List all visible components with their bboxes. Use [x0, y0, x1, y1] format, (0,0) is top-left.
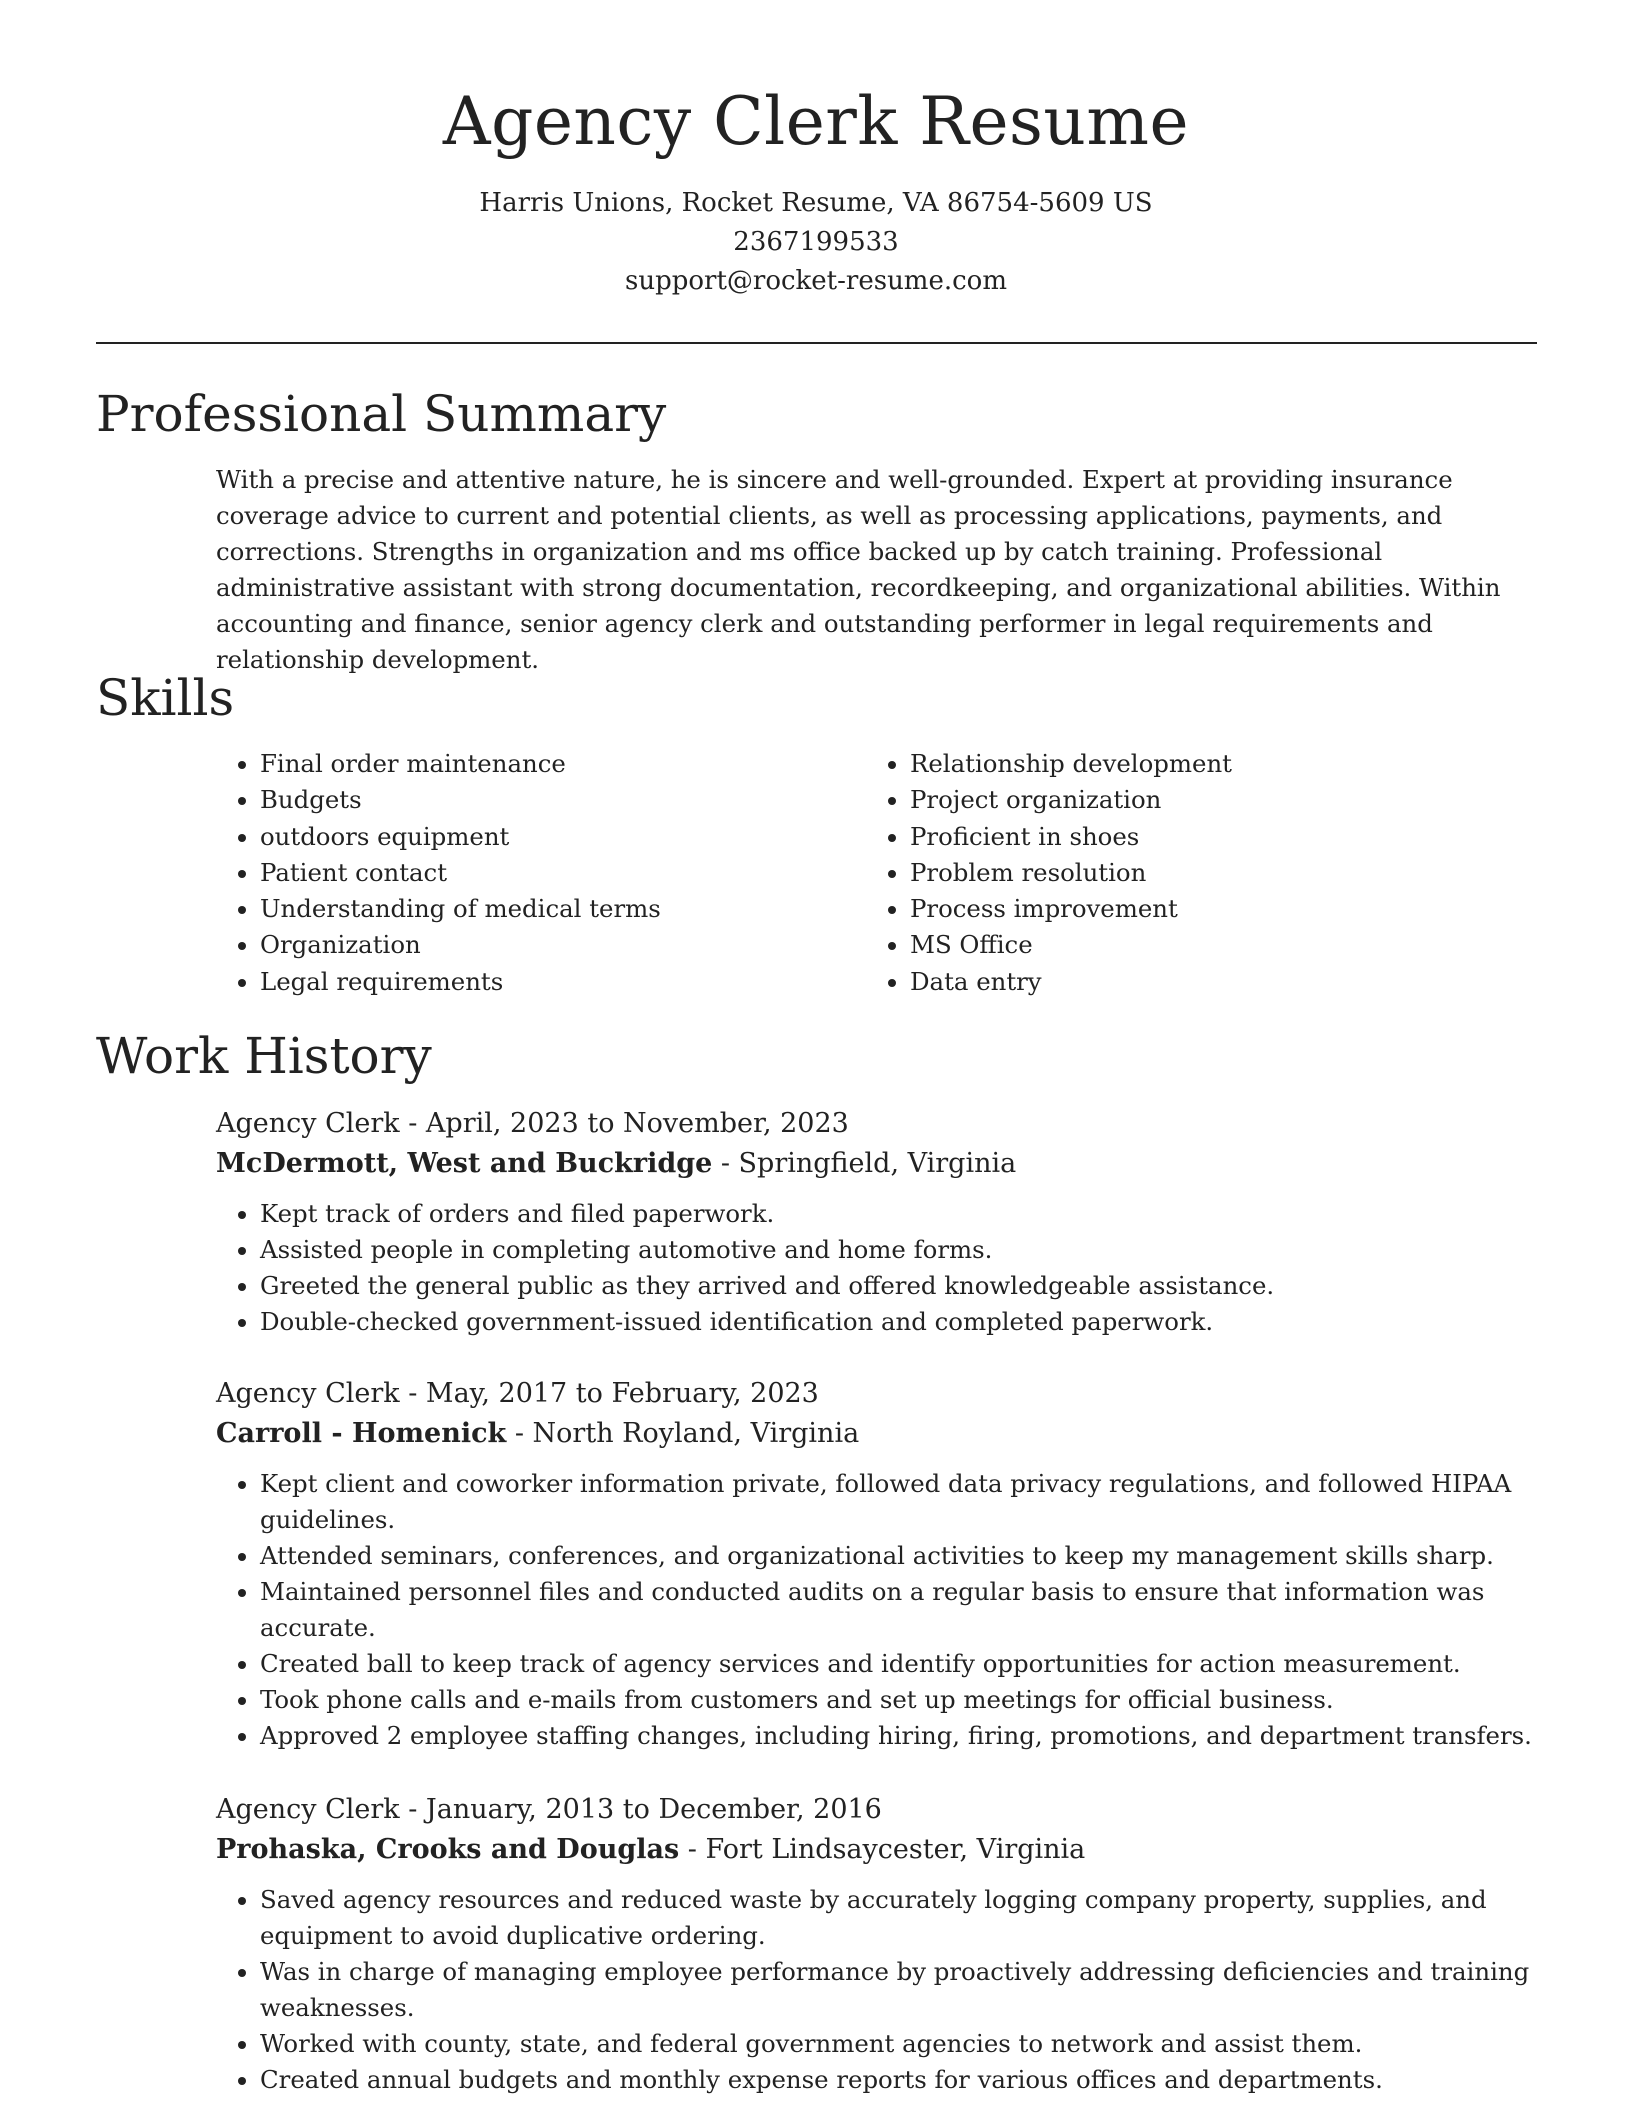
- duty-item: • Saved agency resources and reduced waste by accurately logging company property, supplies, and equipment to avoid duplicative ordering.: [260, 1882, 1541, 1954]
- job-employer: [216, 1144, 1541, 1184]
- job-duties: [216, 1196, 1541, 1340]
- skill-item: • Problem resolution: [910, 855, 1550, 891]
- duty-item: • Created ball to keep track of agency services and identify opportunities for action measurement.: [260, 1646, 1541, 1682]
- job-duties: [216, 1466, 1541, 1754]
- skill-item: • Relationship development: [910, 746, 1550, 782]
- skill-item: • Patient contact: [260, 855, 860, 891]
- job-employer: [216, 1830, 1541, 1870]
- job-duties: [216, 1882, 1541, 2098]
- job-entry: [216, 1374, 1541, 1754]
- job-employer: [216, 1414, 1541, 1454]
- resume-title: Agency Clerk Resume: [442, 83, 1190, 160]
- job-entry: [216, 1790, 1541, 2098]
- contact-email: support@rocket-resume.com: [624, 266, 1007, 296]
- duty-item: • Kept track of orders and filed paperwork.: [260, 1196, 1541, 1232]
- duty-item: • Greeted the general public as they arrived and offered knowledgeable assistance.: [260, 1268, 1541, 1304]
- duty-item: • Created annual budgets and monthly expense reports for various offices and departments.: [260, 2062, 1541, 2098]
- contact-address: Harris Unions, Rocket Resume, VA 86754-5609 US: [479, 188, 1153, 218]
- job-title: Agency Clerk - May, 2017 to February, 2023: [216, 1378, 819, 1409]
- skill-item: • Project organization: [910, 782, 1550, 818]
- summary-heading: Professional Summary: [96, 385, 667, 443]
- skills-list-right: [866, 746, 1550, 1000]
- duty-item: • Kept client and coworker information private, followed data privacy regulations, and followed HIPAA guidelines.: [260, 1466, 1541, 1538]
- job-title: Agency Clerk - January, 2013 to December, 2016: [216, 1794, 882, 1825]
- contact-block: [0, 184, 1632, 301]
- summary-text: With a precise and attentive nature, he is sincere and well-grounded. Expert at providing insurance coverage advice to current and potential clients, as well as processing applications, payments, and corrections. Strengths in organization and ms office backed up by catch training. Professional administrative assistant with strong documentation, recordkeeping, and organizational abilities. Within accounting and finance, senior agency clerk and outstanding performer in legal requirements and relationship development.: [216, 465, 1501, 674]
- job-location: - North Royland, Virginia: [506, 1418, 860, 1449]
- job-company: Carroll - Homenick: [216, 1418, 507, 1449]
- job-company: Prohaska, Crooks and Douglas: [216, 1834, 680, 1865]
- job-entry: [216, 1104, 1541, 1340]
- duty-item: • Double-checked government-issued identification and completed paperwork.: [260, 1304, 1541, 1340]
- job-location: - Fort Lindsaycester, Virginia: [679, 1834, 1086, 1865]
- duty-item: • Attended seminars, conferences, and organizational activities to keep my management skills sharp.: [260, 1538, 1541, 1574]
- skill-item: • outdoors equipment: [260, 819, 860, 855]
- job-title: Agency Clerk - April, 2023 to November, 2023: [216, 1108, 849, 1139]
- resume-header: [0, 82, 1632, 301]
- work-history-heading: Work History: [96, 1027, 432, 1085]
- duty-item: • Was in charge of managing employee performance by proactively addressing deficiencies and training weaknesses.: [260, 1954, 1541, 2026]
- duty-item: • Worked with county, state, and federal government agencies to network and assist them.: [260, 2026, 1541, 2062]
- skill-item: • Final order maintenance: [260, 746, 860, 782]
- skill-item: • Budgets: [260, 782, 860, 818]
- duty-item: • Took phone calls and e-mails from customers and set up meetings for official business.: [260, 1682, 1541, 1718]
- contact-phone: 2367199533: [733, 227, 899, 257]
- skill-item: • Organization: [260, 927, 860, 963]
- job-location: - Springfield, Virginia: [712, 1148, 1017, 1179]
- duty-item: • Assisted people in completing automotive and home forms.: [260, 1232, 1541, 1268]
- skill-item: • Process improvement: [910, 891, 1550, 927]
- skill-item: • Proficient in shoes: [910, 819, 1550, 855]
- skill-item: • Understanding of medical terms: [260, 891, 860, 927]
- skill-item: • MS Office: [910, 927, 1550, 963]
- job-company: McDermott, West and Buckridge: [216, 1148, 713, 1179]
- header-divider: [96, 342, 1537, 344]
- skill-item: • Data entry: [910, 964, 1550, 1000]
- duty-item: • Approved 2 employee staffing changes, including hiring, firing, promotions, and department transfers.: [260, 1718, 1541, 1754]
- skill-item: • Legal requirements: [260, 964, 860, 1000]
- skills-heading: Skills: [96, 669, 235, 727]
- duty-item: • Maintained personnel files and conducted audits on a regular basis to ensure that information was accurate.: [260, 1574, 1541, 1646]
- skills-list-left: [216, 746, 860, 1000]
